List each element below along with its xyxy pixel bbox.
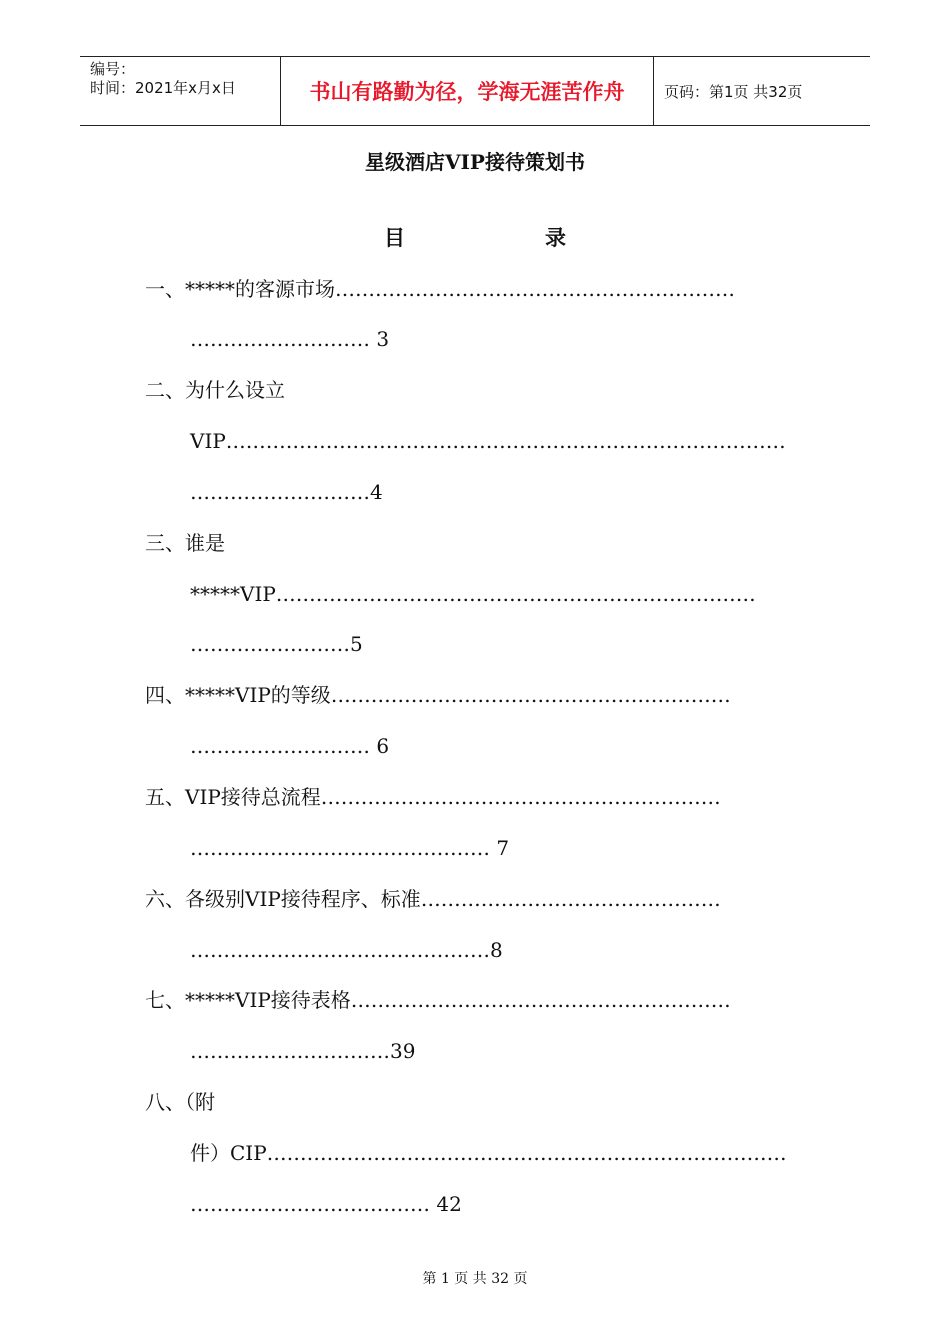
toc-line[interactable]: ………………………………………8 <box>190 938 503 962</box>
toc-line[interactable]: ……………………5 <box>190 632 363 656</box>
toc-line[interactable]: ……………………… 3 <box>190 327 390 351</box>
document-time-label: 时间：2021年x月x日 <box>90 79 236 97</box>
toc-line[interactable]: ………………………4 <box>190 480 383 504</box>
toc-line[interactable]: 三、谁是 <box>145 531 225 555</box>
toc-line[interactable]: ……………………………………… 7 <box>190 836 510 860</box>
page-header <box>80 56 870 126</box>
toc-line[interactable]: ……………………… 6 <box>190 734 390 758</box>
toc-line[interactable]: 八、（附 <box>145 1090 215 1114</box>
toc-line[interactable]: 件）CIP…………………………………………………………………… <box>190 1141 787 1165</box>
document-number-label: 编号： <box>90 60 136 78</box>
toc-line[interactable]: 七、*****VIP接待表格………………………………………………… <box>145 988 731 1012</box>
toc-heading-right: 录 <box>545 225 566 250</box>
page-footer: 第 1 页 共 32 页 <box>422 1271 528 1287</box>
toc-line[interactable]: 四、*****VIP的等级…………………………………………………… <box>145 683 731 707</box>
header-motto: 书山有路勤为径，学海无涯苦作舟 <box>280 57 654 125</box>
toc-line[interactable]: 六、各级别VIP接待程序、标准……………………………………… <box>145 887 721 911</box>
toc-line[interactable]: ……………………………… 42 <box>190 1192 462 1216</box>
header-meta-cell <box>80 57 280 125</box>
toc-line[interactable]: VIP………………………………………………………………………… <box>190 429 786 453</box>
toc-line[interactable]: …………………………39 <box>190 1039 416 1063</box>
toc-line[interactable]: 一、*****的客源市场…………………………………………………… <box>145 277 735 301</box>
toc-line[interactable]: 二、为什么设立 <box>145 378 285 402</box>
toc-line[interactable]: *****VIP……………………………………………………………… <box>190 582 756 606</box>
header-page-info: 页码：第1页 共32页 <box>664 82 803 101</box>
toc-line[interactable]: 五、VIP接待总流程…………………………………………………… <box>145 785 721 809</box>
document-title: 星级酒店VIP接待策划书 <box>365 150 585 174</box>
toc-heading-left: 目 <box>384 225 405 250</box>
toc-heading <box>0 222 950 252</box>
